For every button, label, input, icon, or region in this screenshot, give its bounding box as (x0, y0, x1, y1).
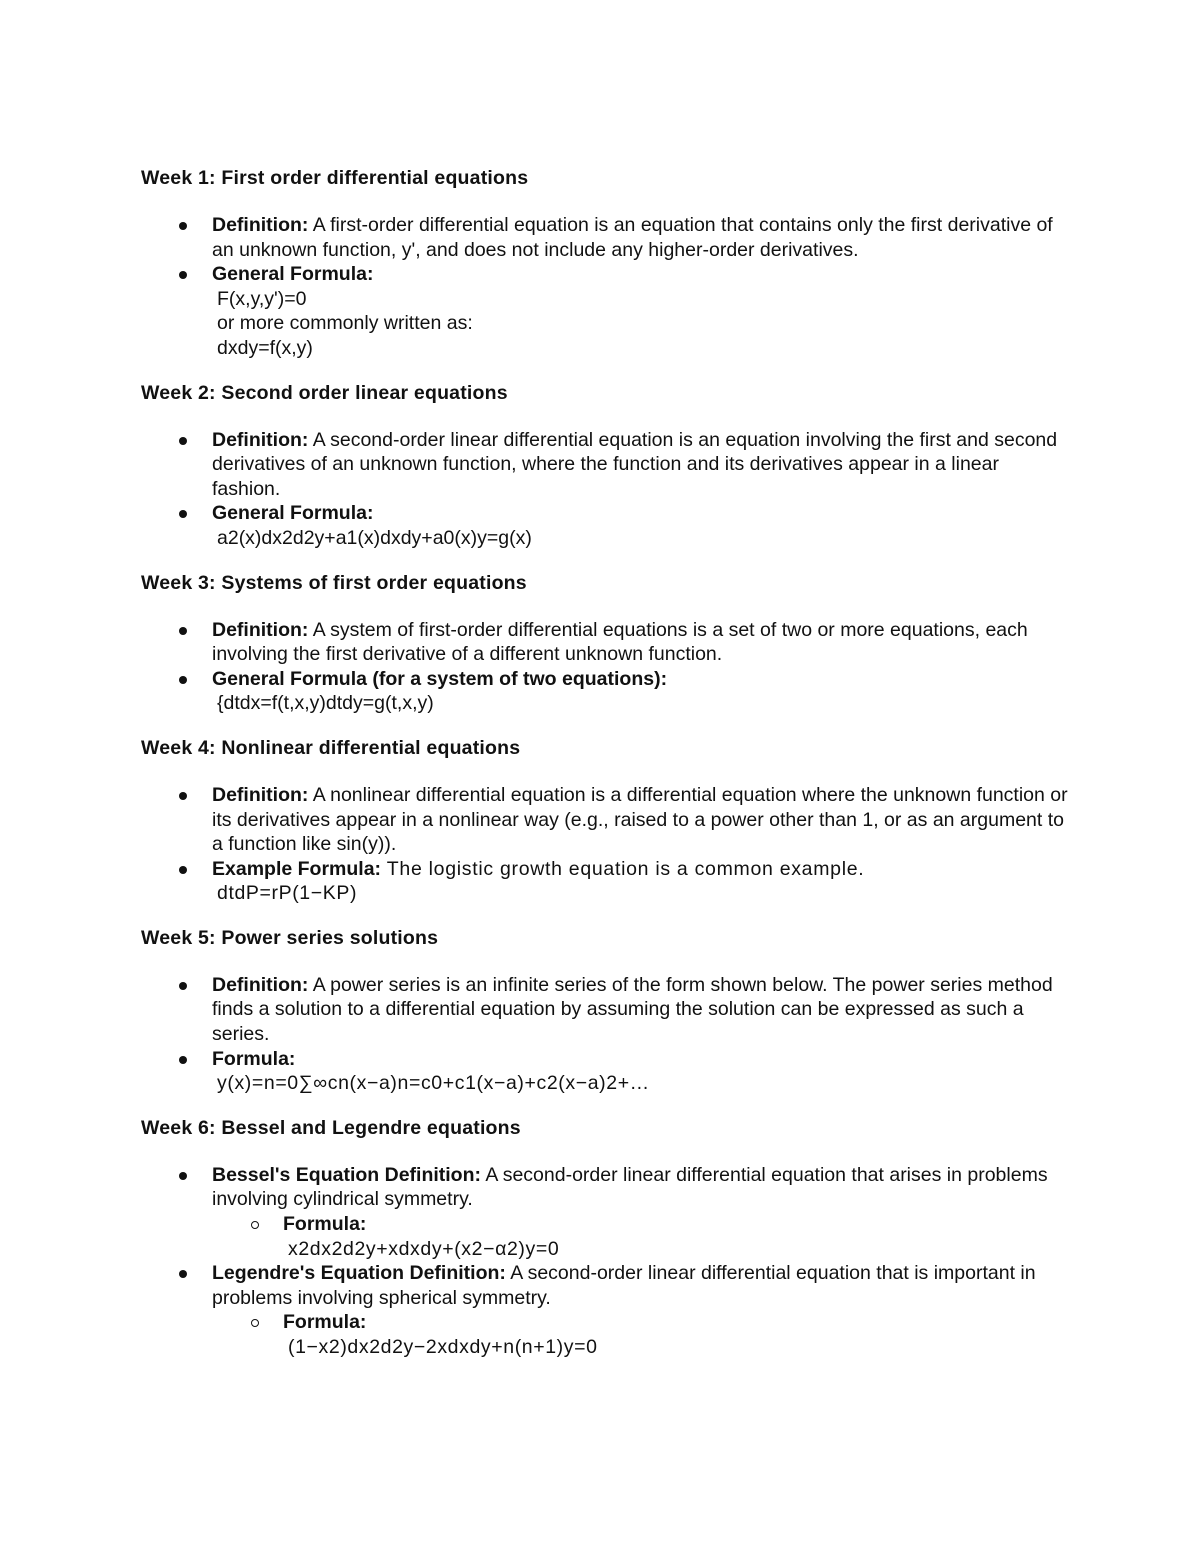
definition-label: Definition: (212, 214, 309, 236)
list-item (141, 1261, 1071, 1359)
formula-label: General Formula: (212, 263, 374, 286)
week-4-heading: Week 4: Nonlinear differential equations (141, 736, 521, 759)
week-6-heading: Week 6: Bessel and Legendre equations (141, 1116, 521, 1139)
definition-label: Definition: (212, 783, 309, 806)
bullet-icon (179, 1270, 187, 1278)
definition-label: Definition: (212, 973, 309, 996)
week-3-heading: Week 3: Systems of first order equations (141, 571, 527, 594)
formula-line: {dtdx=f(t,x,y)dtdy=g(t,x,y) (217, 692, 434, 715)
formula-label: General Formula: (212, 502, 374, 525)
formula-label: Formula: (212, 1047, 296, 1070)
legendre-definition-text: A second-order linear differential equation that is important in problems involving spherical symmetry. (212, 1262, 1036, 1309)
list-item (141, 213, 1071, 262)
legendre-definition-label: Legendre's Equation Definition: (212, 1262, 506, 1285)
definition-label: Definition: (212, 618, 309, 641)
definition-text: A first-order differential equation is an equation that contains only the first derivative of an unknown function, y', and does not include any higher-order derivatives. (212, 214, 1053, 261)
list-item (212, 1310, 1071, 1359)
formula-note: The logistic growth equation is a common example. (381, 857, 865, 880)
bessel-sublist (212, 1212, 1071, 1261)
bessel-definition-text: A second-order linear differential equation that arises in problems involving cylindrical symmetry. (212, 1163, 1048, 1211)
list-item (141, 1047, 1071, 1096)
legendre-formula: (1−x2)dx2d2y−2xdxdy+n(n+1)y=0 (288, 1336, 598, 1358)
bullet-icon (179, 222, 187, 230)
formula-line: y(x)=n=0∑∞cn(x−a)n=c0+c1(x−a)+c2(x−a)2+… (217, 1072, 650, 1095)
list-item (141, 667, 1071, 716)
formula-note: or more commonly written as: (217, 312, 473, 335)
week-1-heading: Week 1: First order differential equations (141, 167, 529, 189)
formula-line: F(x,y,y')=0 (217, 287, 307, 310)
list-item (141, 428, 1071, 502)
document-page (141, 166, 1071, 1380)
list-item (212, 1212, 1071, 1261)
definition-text: A nonlinear differential equation is a differential equation where the unknown function or its derivatives appear in a nonlinear way (e.g., raised to a power other than 1, or as an argument to a function like sin(y)). (212, 783, 1068, 856)
formula-line: dxdy=f(x,y) (217, 336, 313, 359)
bullet-icon (179, 271, 187, 279)
list-item (141, 1163, 1071, 1261)
bullet-icon (179, 627, 187, 635)
formula-label: Formula: (283, 1213, 367, 1236)
formula-label: Example Formula: (212, 857, 382, 880)
list-item (141, 783, 1071, 857)
legendre-sublist (212, 1310, 1071, 1359)
bessel-formula: x2dx2d2y+xdxdy+(x2−α2)y=0 (288, 1237, 560, 1260)
formula-line: dtdP=rP(1−KP) (217, 882, 358, 905)
formula-label: General Formula (for a system of two equations): (212, 667, 668, 690)
definition-text: A second-order linear differential equation is an equation involving the first and second derivatives of an unknown function, where the function and its derivatives appear in a linear fashion. (212, 428, 1058, 500)
list-item (141, 262, 1071, 360)
bullet-icon (179, 982, 187, 990)
circle-bullet-icon (251, 1221, 259, 1229)
bullet-icon (179, 792, 187, 800)
week-2-heading: Week 2: Second order linear equations (141, 381, 508, 404)
bullet-icon (179, 510, 187, 518)
list-item (141, 973, 1071, 1047)
list-item (141, 857, 1071, 906)
bullet-icon (179, 676, 187, 684)
week-6-list (141, 1163, 1071, 1360)
bullet-icon (179, 866, 187, 874)
week-5-list (141, 973, 1071, 1096)
bessel-definition-label: Bessel's Equation Definition: (212, 1163, 482, 1186)
bullet-icon (179, 1056, 187, 1064)
bullet-icon (179, 437, 187, 445)
definition-text: A system of first-order differential equations is a set of two or more equations, each involving the first derivative of a different unknown function. (212, 618, 1028, 666)
list-item (141, 618, 1071, 667)
week-4-list (141, 783, 1071, 906)
definition-text: A power series is an infinite series of the form shown below. The power series method finds a solution to a differential equation by assuming the solution can be expressed as such a series. (212, 973, 1053, 1046)
formula-label: Formula: (283, 1311, 367, 1334)
week-1-list (141, 213, 1071, 361)
week-3-list (141, 618, 1071, 716)
list-item (141, 501, 1071, 550)
week-5-heading: Week 5: Power series solutions (141, 926, 439, 949)
formula-line: a2(x)dx2d2y+a1(x)dxdy+a0(x)y=g(x) (217, 526, 532, 549)
circle-bullet-icon (251, 1319, 259, 1327)
bullet-icon (179, 1172, 187, 1180)
definition-label: Definition: (212, 428, 309, 451)
week-2-list (141, 428, 1071, 551)
